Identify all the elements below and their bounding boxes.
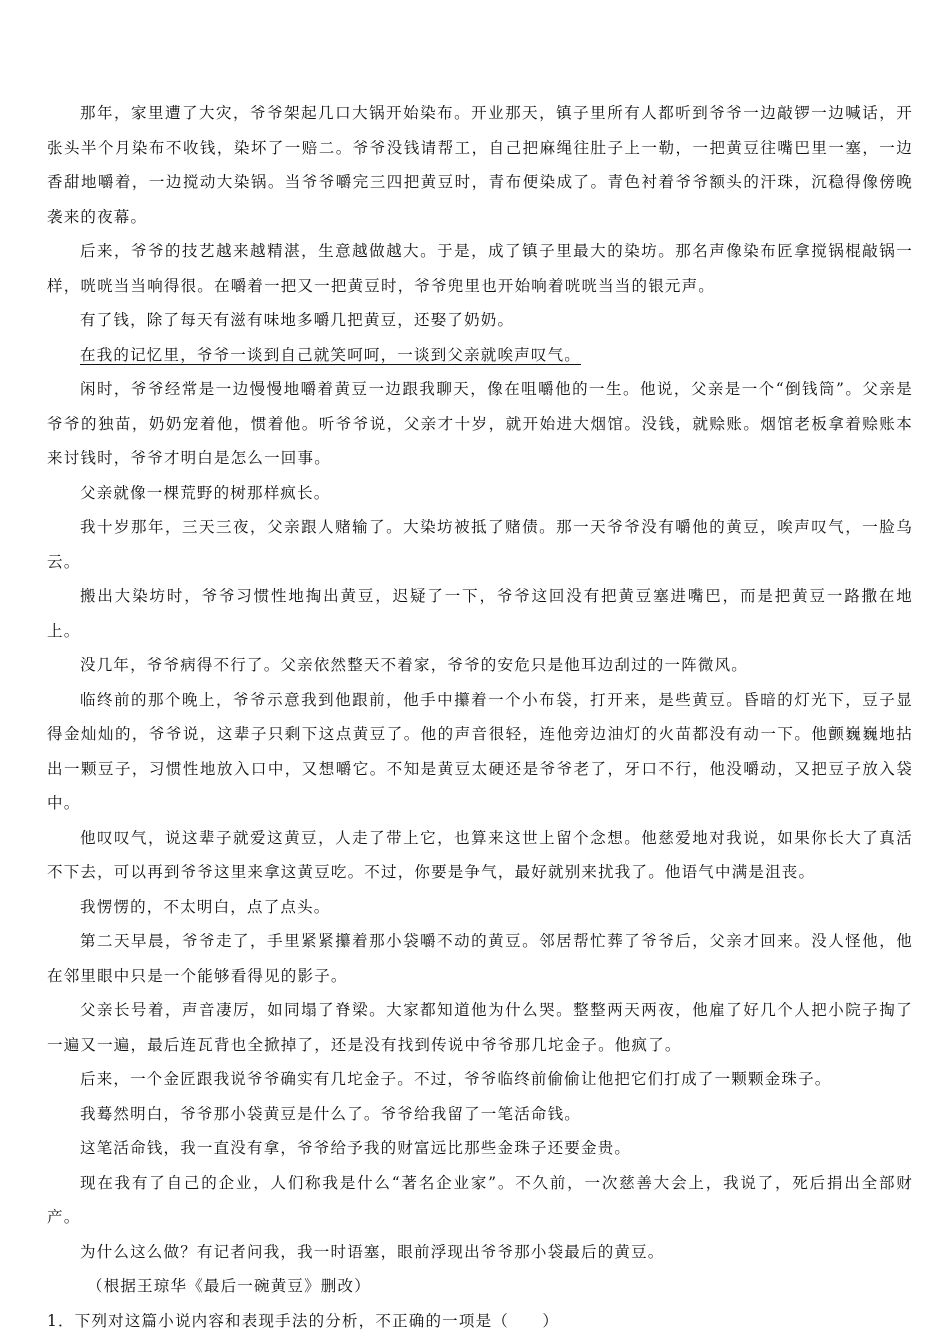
paragraph-15: 后来，一个金匠跟我说爷爷确实有几坨金子。不过，爷爷临终前偷偷让他把它们打成了一颗颗金珠子。 (80, 1070, 832, 1088)
paragraph-11: 他叹叹气，说这辈子就爱这黄豆，人走了带上它，也算来这世上留个念想。他慈爱地对我说，如果你长大了真活不下去，可以再到爷爷这里来拿这黄豆吃。不过，你要是争气，最好就别来扰我了。他语气中满是沮丧。 (47, 828, 913, 881)
paragraph-9: 没几年，爷爷病得不行了。父亲依然整天不着家，爷爷的安危只是他耳边刮过的一阵微风。 (80, 656, 749, 674)
paragraph-2: 后来，爷爷的技艺越来越精湛，生意越做越大。于是，成了镇子里最大的染坊。那名声像染布匠拿搅锅棍敲锅一样，咣咣当当响得很。在嚼着一把又一把黄豆时，爷爷兜里也开始响着咣咣当当的银元声。 (47, 242, 913, 295)
paragraph-7: 我十岁那年，三天三夜，父亲跟人赌输了。大染坊被抵了赌债。那一天爷爷没有嚼他的黄豆，唉声叹气，一脸乌云。 (47, 518, 913, 571)
question-1: 1．下列对这篇小说内容和表现手法的分析，不正确的一项是（ ） (47, 1311, 560, 1330)
paragraph-19: 为什么这么做？有记者问我，我一时语塞，眼前浮现出爷爷那小袋最后的黄豆。 (80, 1242, 665, 1261)
paragraph-4-underlined (47, 338, 913, 373)
underlined-sentence: 在我的记忆里，爷爷一谈到自己就笑呵呵，一谈到父亲就唉声叹气。 (80, 345, 582, 364)
paragraph-14: 父亲长号着，声音凄厉，如同塌了脊梁。大家都知道他为什么哭。整整两天两夜，他雇了好几个人把小院子掏了一遍又一遍，最后连瓦背也全掀掉了，还是没有找到传说中爷爷那几坨金子。他疯了。 (47, 1001, 913, 1054)
paragraph-8: 搬出大染坊时，爷爷习惯性地掏出黄豆，迟疑了一下，爷爷这回没有把黄豆塞进嘴巴，而是把黄豆一路撒在地上。 (47, 587, 913, 640)
paragraph-6: 父亲就像一棵荒野的树那样疯长。 (80, 483, 331, 502)
paragraph-3: 有了钱，除了每天有滋有味地多嚼几把黄豆，还娶了奶奶。 (80, 311, 515, 329)
paragraph-10: 临终前的那个晚上，爷爷示意我到他跟前，他手中攥着一个小布袋，打开来，是些黄豆。昏暗的灯光下，豆子显得金灿灿的，爷爷说，这辈子只剩下这点黄豆了。他的声音很轻，连他旁边油灯的火苗都没有动一下。他颤巍巍地拈出一颗豆子，习惯性地放入口中，又想嚼它。不知是黄豆太硬还是爷爷老了，牙口不行，他没嚼动，又把豆子放入袋中。 (47, 690, 913, 812)
paragraph-1: 那年，家里遭了大灾，爷爷架起几口大锅开始染布。开业那天，镇子里所有人都听到爷爷一边敲锣一边喊话，开张头半个月染布不收钱，染坏了一赔二。爷爷没钱请帮工，自己把麻绳往肚子上一勒，一把黄豆往嘴巴里一塞，一边香甜地嚼着，一边搅动大染锅。当爷爷嚼完三四把黄豆时，青布便染成了。青色衬着爷爷额头的汗珠，沉稳得像傍晚袭来的夜幕。 (47, 104, 913, 226)
article-source: （根据王琼华《最后一碗黄豆》删改） (87, 1277, 371, 1295)
paragraph-13: 第二天早晨，爷爷走了，手里紧紧攥着那小袋嚼不动的黄豆。邻居帮忙葬了爷爷后，父亲才回来。没人怪他，他在邻里眼中只是一个能够看得见的影子。 (47, 932, 913, 985)
paragraph-17: 这笔活命钱，我一直没有拿，爷爷给予我的财富远比那些金珠子还要金贵。 (80, 1139, 632, 1157)
paragraph-5: 闲时，爷爷经常是一边慢慢地嚼着黄豆一边跟我聊天，像在咀嚼他的一生。他说，父亲是一个“倒钱筒”。父亲是爷爷的独苗，奶奶宠着他，惯着他。听爷爷说，父亲才十岁，就开始进大烟馆。没钱，就赊账。烟馆老板拿着赊账本来讨钱时，爷爷才明白是怎么一回事。 (47, 380, 913, 467)
paragraph-18: 现在我有了自己的企业，人们称我是什么“著名企业家”。不久前，一次慈善大会上，我说了，死后捐出全部财产。 (47, 1173, 913, 1226)
paragraph-12: 我愣愣的，不太明白，点了点头。 (80, 897, 331, 916)
paragraph-16: 我蓦然明白，爷爷那小袋黄豆是什么了。爷爷给我留了一笔活命钱。 (80, 1104, 582, 1123)
article-body (47, 96, 913, 1338)
